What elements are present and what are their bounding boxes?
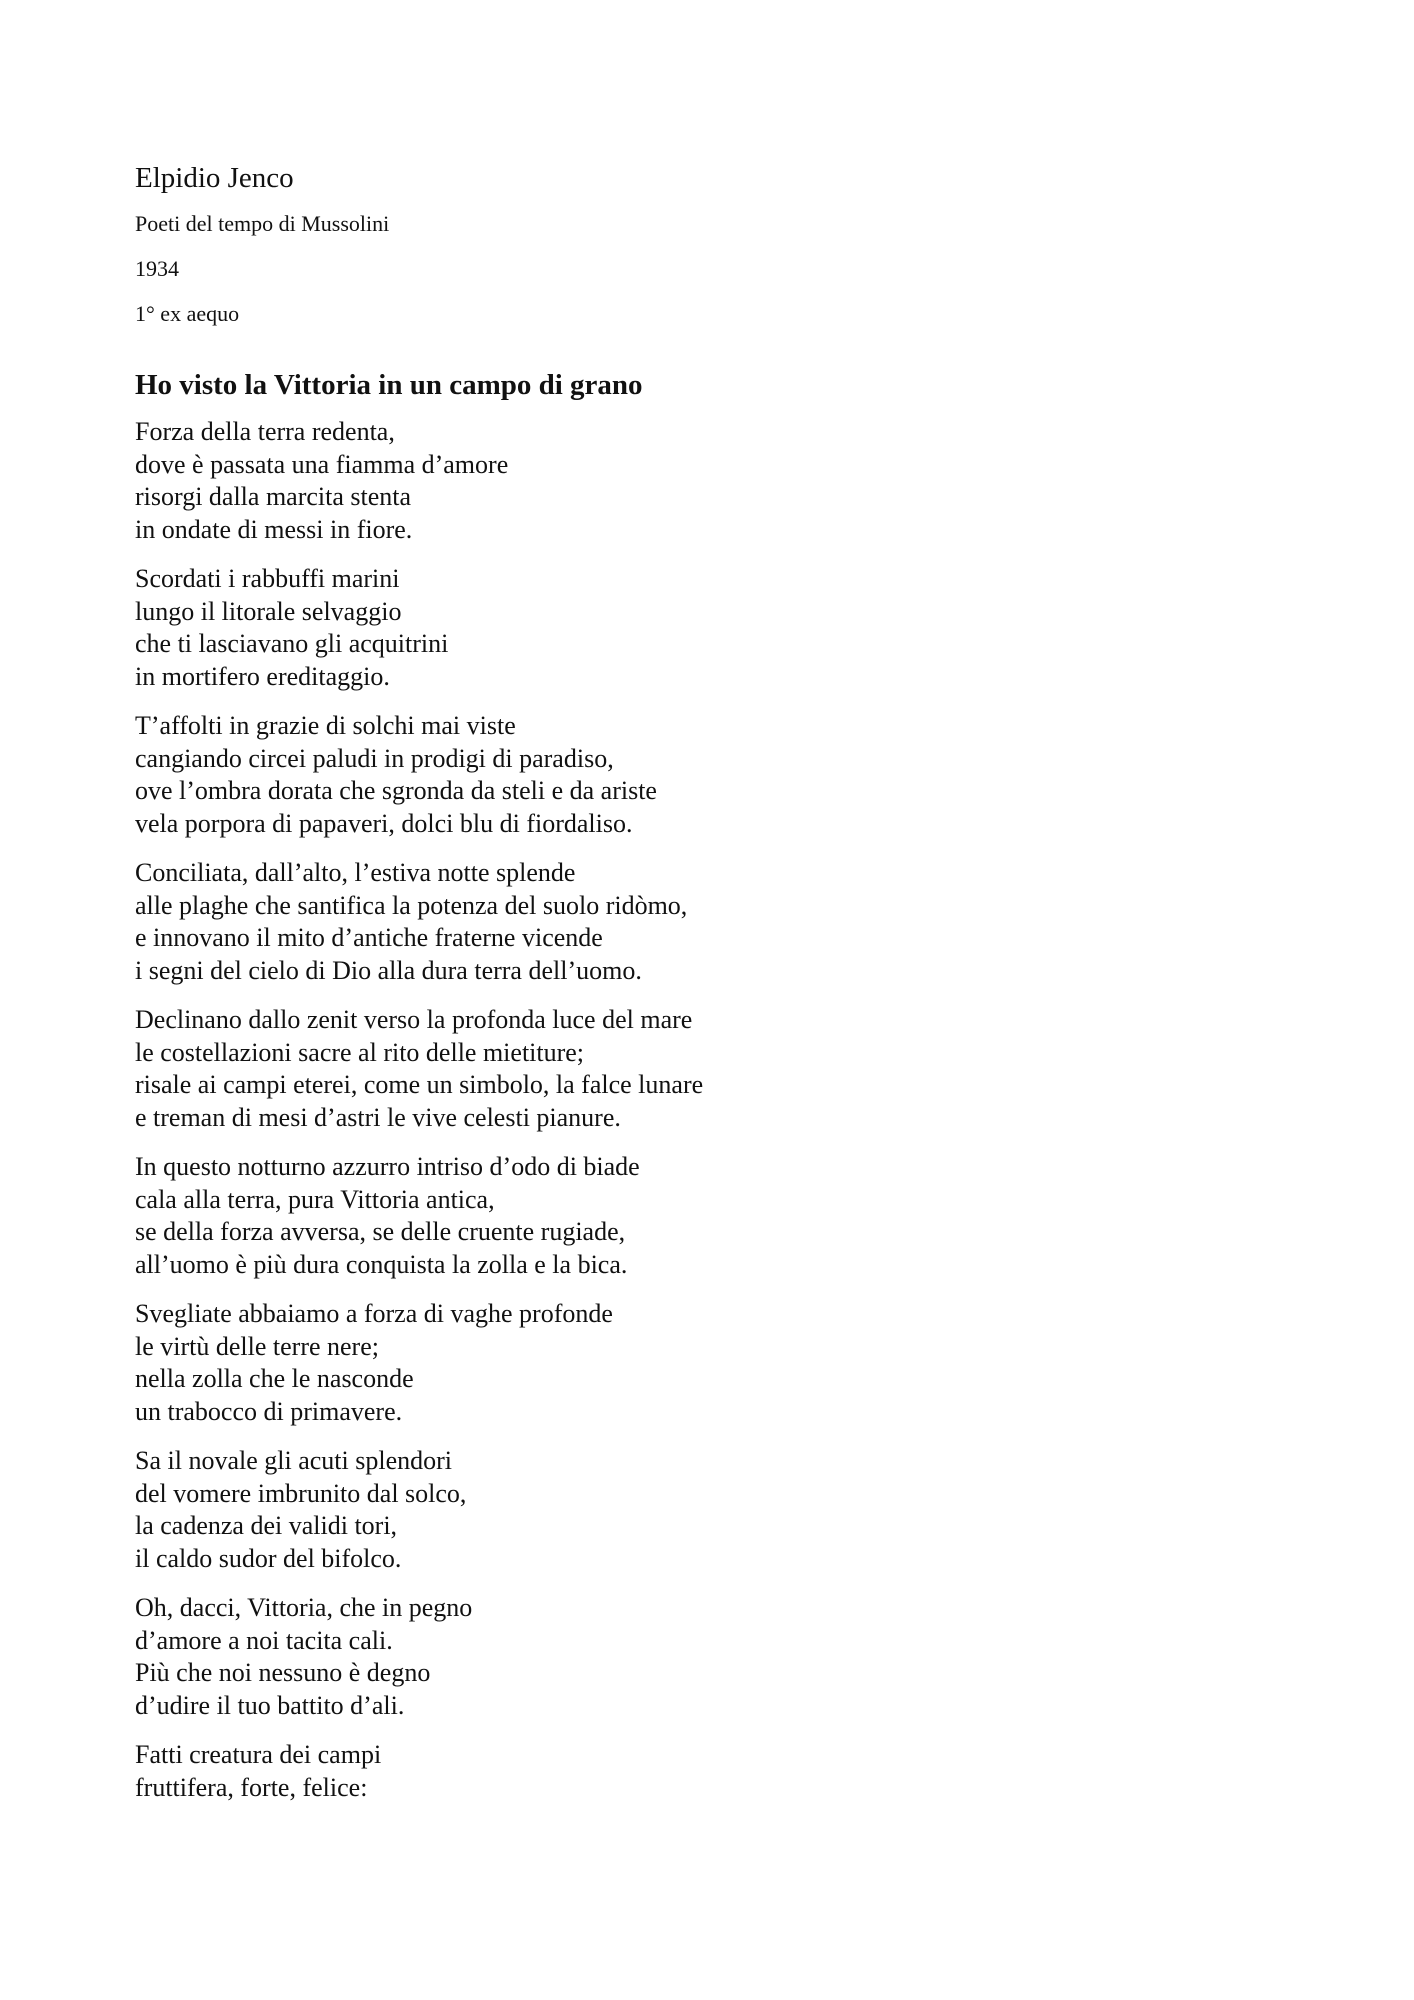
poem-line: Svegliate abbaiamo a forza di vaghe profonde [135, 1299, 613, 1328]
poem-line: risale ai campi eterei, come un simbolo, la falce lunare [135, 1070, 704, 1099]
poem-line: lungo il litorale selvaggio [135, 596, 402, 626]
stanza [135, 1298, 1285, 1428]
poem-line: Declinano dallo zenit verso la profonda luce del mare [135, 1005, 693, 1034]
award-note: 1° ex aequo [135, 301, 240, 326]
stanza [135, 1151, 1285, 1281]
poem-line: che ti lasciavano gli acquitrini [135, 629, 449, 658]
stanza [135, 1592, 1285, 1722]
poem-line: il caldo sudor del bifolco. [135, 1543, 402, 1573]
poem-line: Forza della terra redenta, [135, 417, 395, 446]
collection-name: Poeti del tempo di Mussolini [135, 211, 390, 236]
poem-line: la cadenza dei validi tori, [135, 1511, 398, 1540]
poem-line: in mortifero ereditaggio. [135, 661, 390, 691]
poem-line: Più che noi nessuno è degno [135, 1658, 431, 1687]
poem-line: Sa il novale gli acuti splendori [135, 1446, 452, 1475]
stanza [135, 563, 1285, 693]
publication-year: 1934 [135, 256, 179, 281]
stanza [135, 857, 1285, 987]
poem-line: d’amore a noi tacita cali. [135, 1625, 393, 1655]
poem-line: le virtù delle terre nere; [135, 1331, 379, 1361]
poem-line: e innovano il mito d’antiche fraterne vicende [135, 923, 603, 952]
poem-line: Conciliata, dall’alto, l’estiva notte splende [135, 858, 576, 887]
stanza [135, 1004, 1285, 1134]
stanza [135, 1445, 1285, 1575]
poem-line: Scordati i rabbuffi marini [135, 564, 400, 593]
poem-line: cala alla terra, pura Vittoria antica, [135, 1184, 495, 1214]
poem-line: In questo notturno azzurro intriso d’odo di biade [135, 1152, 640, 1181]
author-name: Elpidio Jenco [135, 162, 294, 194]
poem-line: nella zolla che le nasconde [135, 1364, 414, 1393]
stanza [135, 710, 1285, 840]
poem-line: cangiando circei paludi in prodigi di paradiso, [135, 743, 614, 773]
poem-line: ove l’ombra dorata che sgronda da steli e da ariste [135, 776, 657, 805]
stanza [135, 1739, 1285, 1804]
poem-line: in ondate di messi in fiore. [135, 514, 413, 544]
poem-line: del vomere imbrunito dal solco, [135, 1478, 467, 1508]
poem-line: le costellazioni sacre al rito delle mietiture; [135, 1037, 585, 1067]
poem-body [135, 416, 1285, 1804]
poem-line: Oh, dacci, Vittoria, che in pegno [135, 1593, 473, 1622]
poem-title: Ho visto la Vittoria in un campo di grano [135, 369, 643, 401]
document-page [135, 160, 1285, 1821]
poem-line: i segni del cielo di Dio alla dura terra dell’uomo. [135, 955, 642, 985]
poem-line: T’affolti in grazie di solchi mai viste [135, 711, 516, 740]
poem-line: vela porpora di papaveri, dolci blu di fiordaliso. [135, 808, 633, 838]
poem-line: e treman di mesi d’astri le vive celesti pianure. [135, 1102, 621, 1132]
poem-line: un trabocco di primavere. [135, 1396, 403, 1426]
poem-line: se della forza avversa, se delle cruente rugiade, [135, 1217, 626, 1246]
poem-line: Fatti creatura dei campi [135, 1740, 382, 1769]
poem-line: d’udire il tuo battito d’ali. [135, 1690, 405, 1720]
stanza [135, 416, 1285, 546]
poem-line: alle plaghe che santifica la potenza del suolo ridòmo, [135, 890, 688, 920]
poem-line: risorgi dalla marcita stenta [135, 482, 412, 511]
poem-line: dove è passata una fiamma d’amore [135, 449, 509, 479]
poem-line: fruttifera, forte, felice: [135, 1772, 368, 1802]
poem-line: all’uomo è più dura conquista la zolla e la bica. [135, 1249, 628, 1279]
